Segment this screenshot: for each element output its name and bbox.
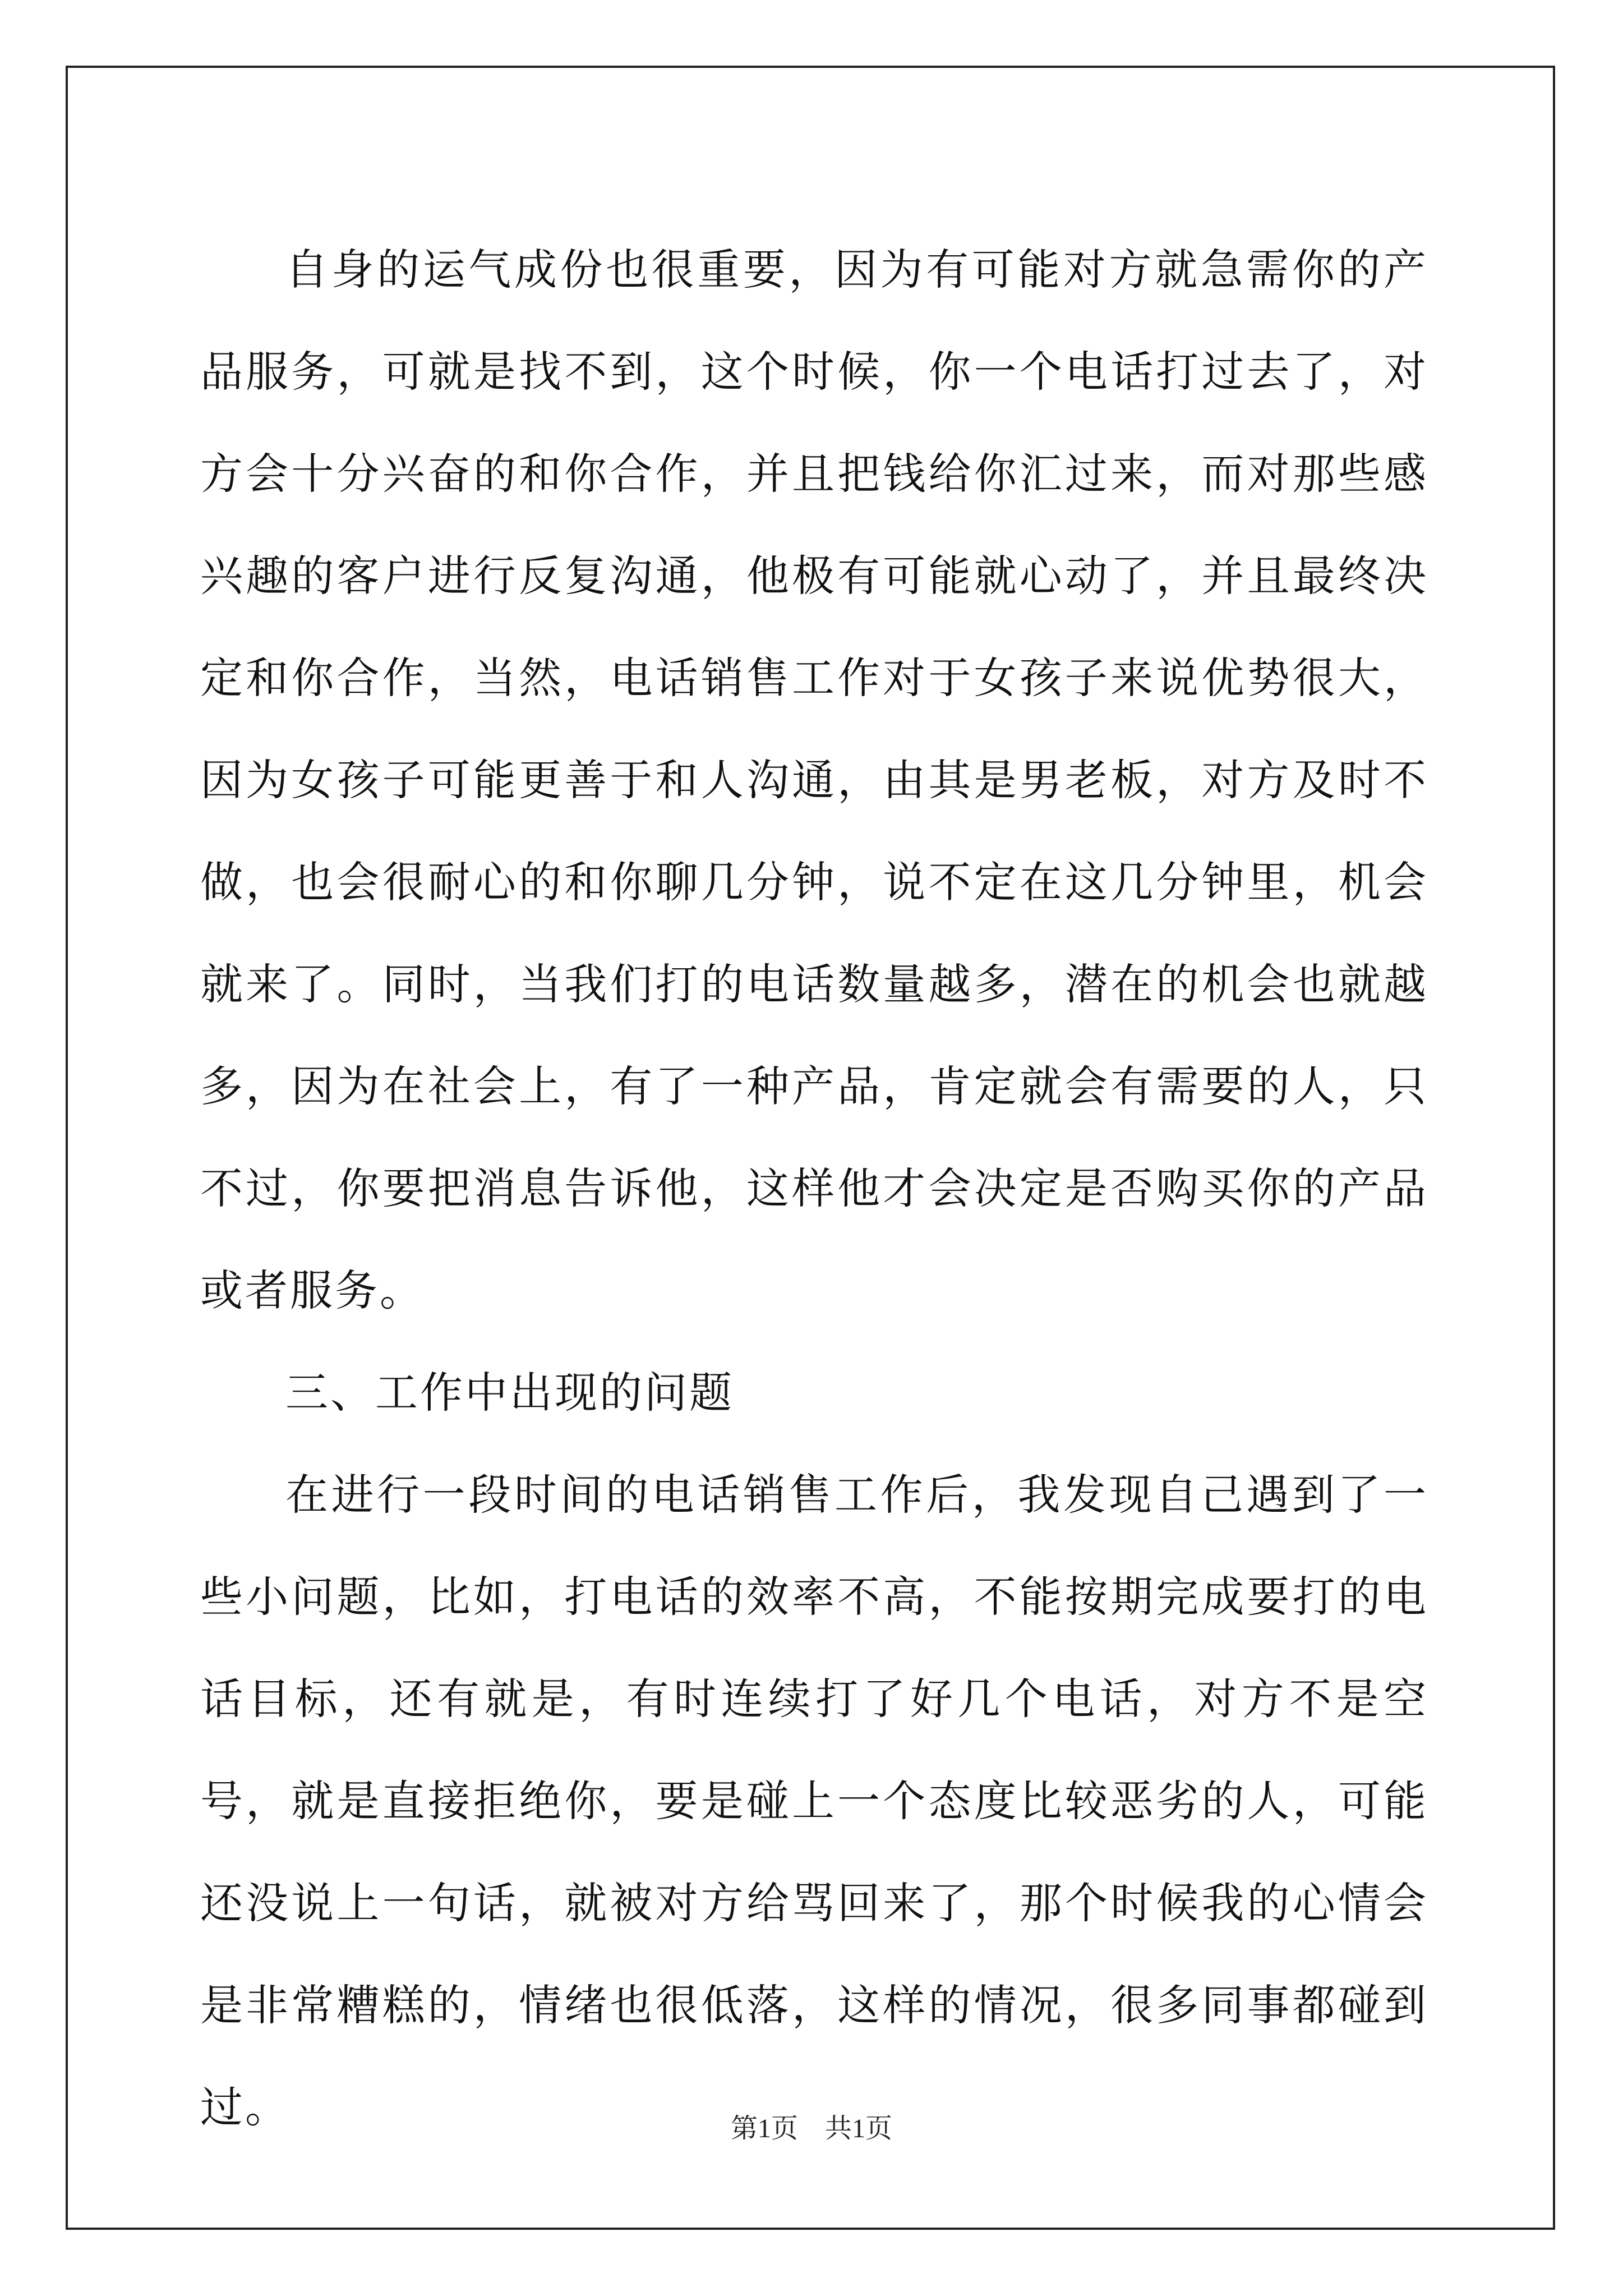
page-number: 第1页	[730, 2114, 798, 2143]
paragraph-luck: 自身的运气成份也很重要，因为有可能对方就急需你的产品服务，可就是找不到，这个时候，你一个电话打过去了，对方会十分兴奋的和你合作，并且把钱给你汇过来，而对那些感兴趣的客户进行反复沟通，他极有可能就心动了，并且最终决定和你合作，当然，电话销售工作对于女孩子来说优势很大，因为女孩子可能更善于和人沟通，由其是男老板，对方及时不做，也会很耐心的和你聊几分钟，说不定在这几分钟里，机会就来了。同时，当我们打的电话数量越多，潜在的机会也就越多，因为在社会上，有了一种产品，肯定就会有需要的人，只不过，你要把消息告诉他，这样他才会决定是否购买你的产品或者服务。	[200, 245, 1428, 1315]
paragraph-problems: 在进行一段时间的电话销售工作后，我发现自己遇到了一些小问题，比如，打电话的效率不高，不能按期完成要打的电话目标，还有就是，有时连续打了好几个电话，对方不是空号，就是直接拒绝你，要是碰上一个态度比较恶劣的人，可能还没说上一句话，就被对方给骂回来了，那个时候我的心情会是非常糟糕的，情绪也很低落，这样的情况，很多同事都碰到过。	[200, 1470, 1428, 2132]
document-body	[200, 219, 1428, 2159]
section-heading: 三、工作中出现的问题	[285, 1368, 734, 1418]
page-footer	[0, 2106, 1623, 2145]
page-total: 共1页	[825, 2114, 893, 2143]
